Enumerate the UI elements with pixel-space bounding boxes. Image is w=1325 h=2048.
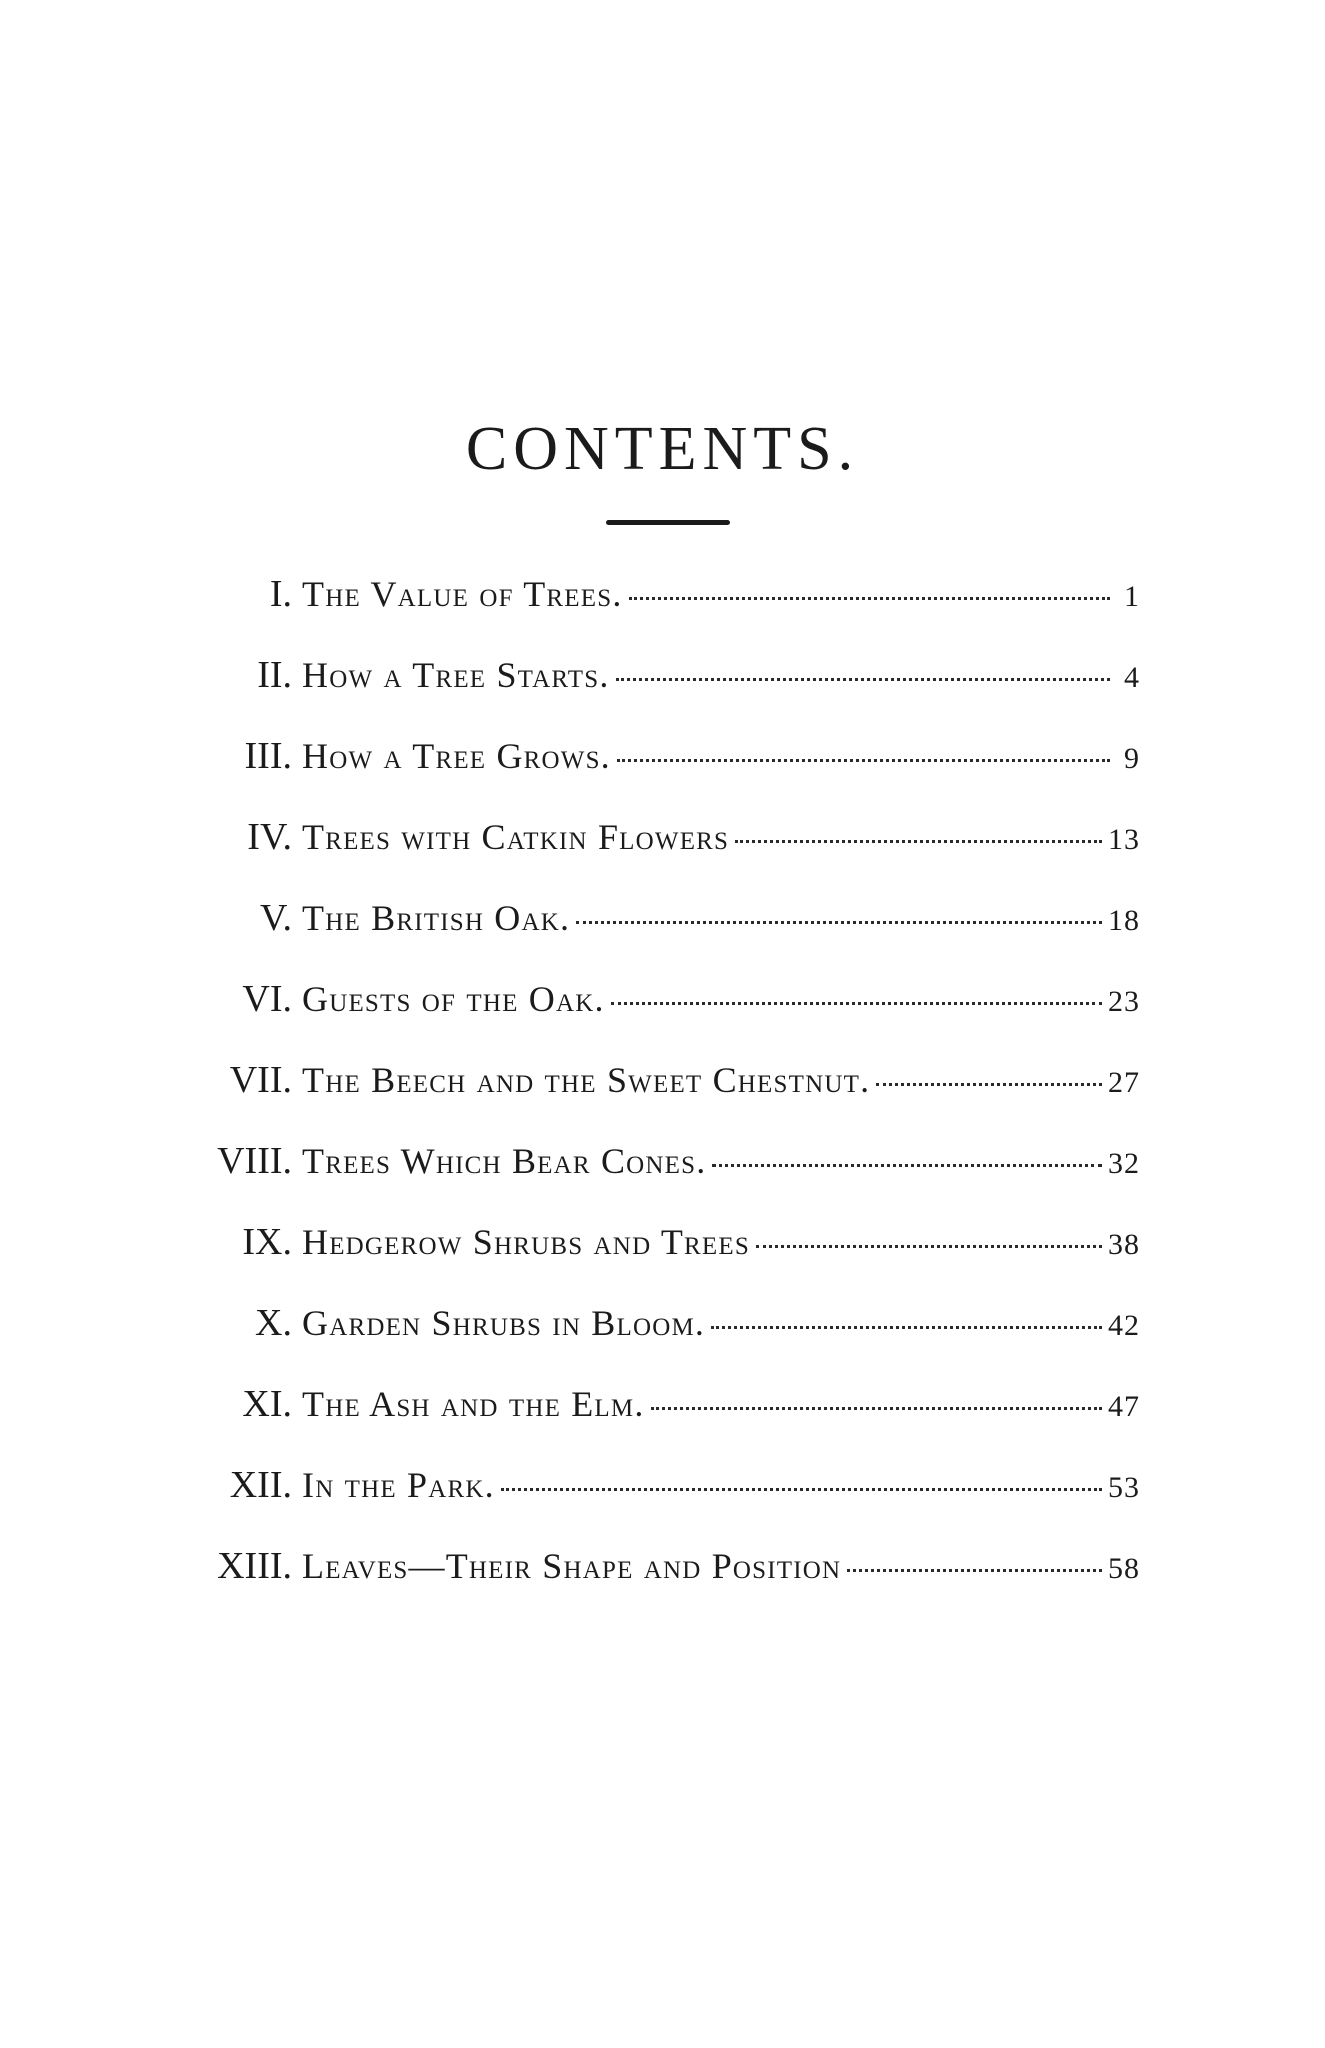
page-number: 38 xyxy=(1108,1228,1140,1261)
chapter-numeral: XIII. xyxy=(217,1545,292,1587)
chapter-title: The Beech and the Sweet Chestnut. xyxy=(302,1060,871,1100)
toc-entry[interactable] xyxy=(190,1463,1140,1544)
chapter-numeral: I. xyxy=(269,573,292,615)
toc-entry[interactable] xyxy=(190,1382,1140,1463)
table-of-contents xyxy=(190,572,1140,1625)
toc-entry[interactable] xyxy=(190,1301,1140,1382)
chapter-numeral: IV. xyxy=(247,816,292,858)
toc-entry[interactable] xyxy=(190,977,1140,1058)
chapter-numeral: VIII. xyxy=(217,1140,292,1182)
page-title: CONTENTS. xyxy=(465,415,860,483)
page-number: 32 xyxy=(1108,1147,1140,1180)
chapter-title: In the Park. xyxy=(302,1465,495,1505)
chapter-numeral: VI. xyxy=(242,978,292,1020)
chapter-title: How a Tree Grows. xyxy=(302,736,611,776)
dot-leader xyxy=(756,1245,1102,1248)
chapter-title: The Ash and the Elm. xyxy=(302,1384,645,1424)
page-number: 47 xyxy=(1108,1390,1140,1423)
dot-leader xyxy=(616,678,1110,681)
chapter-title: The Value of Trees. xyxy=(302,574,623,614)
chapter-title: The British Oak. xyxy=(302,898,571,938)
chapter-title: How a Tree Starts. xyxy=(302,655,610,695)
page-number: 18 xyxy=(1108,904,1140,937)
toc-entry[interactable] xyxy=(190,1058,1140,1139)
toc-entry[interactable] xyxy=(190,572,1140,653)
page-number: 58 xyxy=(1108,1552,1140,1585)
page-number: 1 xyxy=(1124,580,1140,613)
chapter-title: Hedgerow Shrubs and Trees xyxy=(302,1222,750,1262)
dot-leader xyxy=(735,840,1102,843)
chapter-title: Trees Which Bear Cones. xyxy=(302,1141,707,1181)
dot-leader xyxy=(876,1083,1102,1086)
title-rule xyxy=(606,520,730,525)
page-number: 27 xyxy=(1108,1066,1140,1099)
page-number: 42 xyxy=(1108,1309,1140,1342)
page-number: 53 xyxy=(1108,1471,1140,1504)
dot-leader xyxy=(617,759,1110,762)
toc-entry[interactable] xyxy=(190,896,1140,977)
dot-leader xyxy=(611,1002,1102,1005)
chapter-numeral: XI. xyxy=(242,1383,292,1425)
toc-entry[interactable] xyxy=(190,653,1140,734)
chapter-numeral: IX. xyxy=(242,1221,292,1263)
dot-leader xyxy=(711,1326,1102,1329)
chapter-numeral: XII. xyxy=(229,1464,292,1506)
page-number: 9 xyxy=(1124,742,1140,775)
dot-leader xyxy=(651,1407,1102,1410)
toc-entry[interactable] xyxy=(190,1139,1140,1220)
dot-leader xyxy=(501,1488,1102,1491)
toc-entry[interactable] xyxy=(190,815,1140,896)
dot-leader xyxy=(576,921,1102,924)
chapter-title: Leaves—Their Shape and Position xyxy=(302,1546,842,1586)
page-number: 23 xyxy=(1108,985,1140,1018)
chapter-numeral: V. xyxy=(259,897,292,939)
dot-leader xyxy=(847,1569,1102,1572)
chapter-numeral: II. xyxy=(257,654,292,696)
chapter-numeral: VII. xyxy=(229,1059,292,1101)
chapter-title: Trees with Catkin Flowers xyxy=(302,817,730,857)
chapter-title: Garden Shrubs in Bloom. xyxy=(302,1303,706,1343)
chapter-numeral: X. xyxy=(255,1302,292,1344)
dot-leader xyxy=(629,597,1110,600)
chapter-title: Guests of the Oak. xyxy=(302,979,605,1019)
toc-entry[interactable] xyxy=(190,1220,1140,1301)
chapter-numeral: III. xyxy=(244,735,292,777)
page-number: 4 xyxy=(1124,661,1140,694)
page-number: 13 xyxy=(1108,823,1140,856)
toc-entry[interactable] xyxy=(190,1544,1140,1625)
dot-leader xyxy=(712,1164,1102,1167)
toc-entry[interactable] xyxy=(190,734,1140,815)
